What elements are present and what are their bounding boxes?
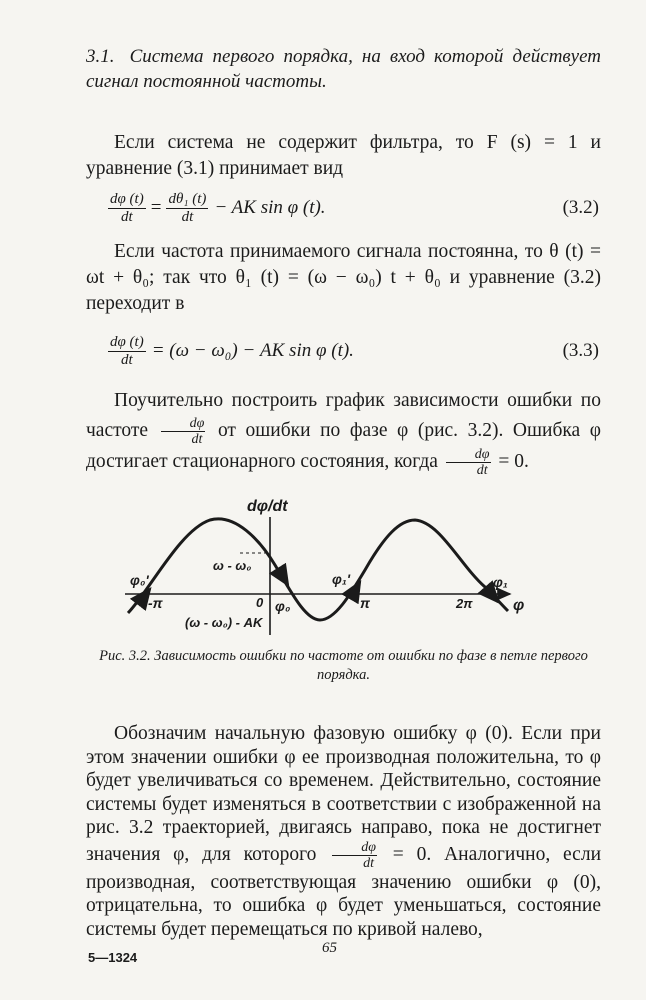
minus-pi-label: -π bbox=[148, 595, 163, 611]
p3-fraction-1 bbox=[161, 416, 206, 447]
paragraph-2: Если частота принимаемого сигнала постоянна, то θ (t) = ωt + θ₀; так что θ₁ (t) = (ω − ω₀) t + θ₀ и уравнение (3.2) переходит в bbox=[86, 241, 601, 314]
figure-caption: Рис. 3.2. Зависимость ошибки по частоте от ошибки по фазе в петле первого порядка. bbox=[99, 648, 588, 683]
eq32-mid-num: dθ₁ (t) bbox=[168, 190, 207, 207]
eq32-mid-fraction bbox=[166, 191, 208, 226]
frac-den: dt bbox=[476, 463, 488, 479]
p3-text-c: = 0. bbox=[498, 451, 529, 473]
eq32-rhs: − AK sin φ (t). bbox=[214, 197, 326, 218]
p3-fraction-2 bbox=[446, 447, 491, 478]
p4-text-b: = 0. Аналогично, если производная, соответствующая значению ошибки φ (0), отрицательна, то ошибка φ будет уменьшаться, состояние системы будет перемещаться по кривой налево, bbox=[86, 843, 602, 940]
section-number: 3.1. bbox=[86, 46, 115, 67]
y-axis-label: dφ/dt bbox=[247, 498, 288, 515]
phi1-prime-label: φ₁' bbox=[332, 571, 351, 587]
section-title-text: Система первого порядка, на вход которой действует сигнал постоянной частоты. bbox=[86, 46, 602, 92]
paragraph-1: Если система не содержит фильтра, то F (s) = 1 и уравнение (3.1) принимает вид bbox=[86, 132, 601, 179]
paragraph-3 bbox=[86, 386, 601, 478]
eq32-lhs-den: dt bbox=[121, 208, 133, 225]
eq32-lhs-fraction bbox=[108, 191, 146, 226]
equation-3-3 bbox=[86, 329, 601, 373]
p3-text-b: от ошибки по фазе φ (рис. 3.2). Ошибка φ достигает стационарного состояния, когда bbox=[86, 420, 602, 473]
arrow-far-right-down bbox=[486, 588, 498, 602]
eq32-lhs-num: dφ (t) bbox=[110, 190, 144, 207]
eq32-mid-den: dt bbox=[181, 208, 194, 225]
eq33-lhs-fraction bbox=[108, 334, 146, 369]
section-heading bbox=[86, 44, 601, 94]
frac-num: dφ bbox=[332, 840, 377, 856]
frac-den: dt bbox=[191, 432, 203, 448]
zero-label: 0 bbox=[256, 595, 264, 610]
frac-den: dt bbox=[363, 855, 374, 871]
eq32-number: (3.2) bbox=[562, 197, 599, 218]
lower-level-label: (ω - ω₀) - AK bbox=[185, 615, 263, 630]
printing-code: 5—1324 bbox=[88, 950, 138, 965]
phi0-prime-label: φ₀' bbox=[130, 572, 149, 588]
page-number: 65 bbox=[322, 940, 337, 956]
pi-label: π bbox=[360, 595, 370, 611]
frac-num: dφ bbox=[161, 416, 206, 432]
eq33-lhs-num: dφ (t) bbox=[110, 333, 144, 350]
frac-num: dφ bbox=[446, 447, 491, 463]
figure-3-2-phase-plot bbox=[110, 495, 530, 640]
eq33-rhs: = (ω − ω₀) − AK sin φ (t). bbox=[151, 340, 354, 361]
x-axis-label: φ bbox=[513, 597, 525, 614]
phi0-label: φ₀ bbox=[275, 598, 291, 614]
arrow-center-down bbox=[278, 569, 288, 585]
p4-text-a: Обозначим начальную фазовую ошибку φ (0). Если при этом значении ошибки φ ее производная положительна, то φ будет увеличиваться со временем. Действительно, состояние системы будет изменяться в соответствии с изображенной на рис. 3.2 траекторией, двигаясь направо, пока не достигнет значения φ, для которого bbox=[86, 723, 601, 865]
eq33-number: (3.3) bbox=[562, 340, 599, 361]
equation-3-2: $\frac{d\varphi (t)}{dt}$ = $\frac{\text{dθ₁ (t)}}{dt}$ − AK sin φ (t). (3.2) bbox=[110, 190, 599, 225]
phase-curve bbox=[128, 519, 508, 620]
phi1-label: φ₁ bbox=[493, 574, 508, 590]
p3-text-a: Поучительно построить график зависимости ошибки по частоте bbox=[86, 390, 601, 441]
paragraph-4 bbox=[86, 722, 601, 941]
two-pi-label: 2π bbox=[456, 596, 473, 611]
omega-label: ω - ω₀ bbox=[213, 558, 252, 573]
eq33-lhs-den: dt bbox=[121, 351, 133, 368]
p4-fraction bbox=[332, 840, 377, 871]
